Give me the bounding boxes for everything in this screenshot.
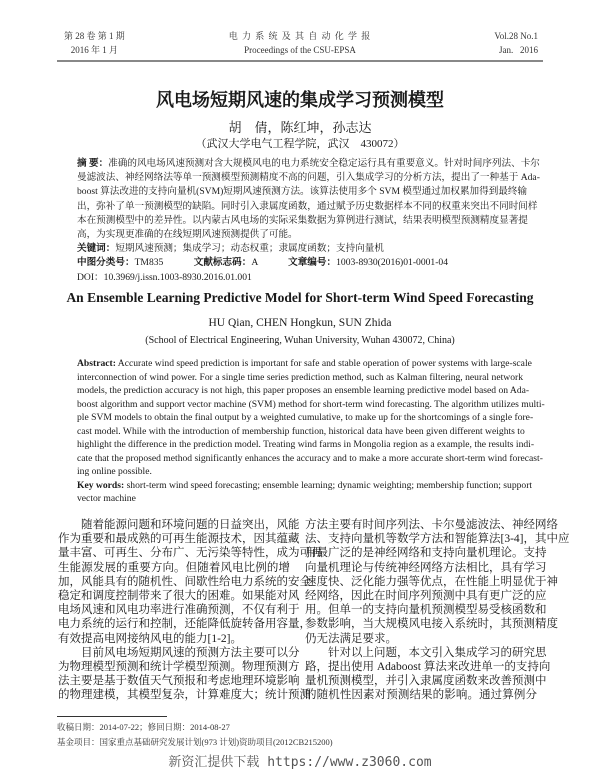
body-line: 经网络，因此在时间序列预测中具有更广泛的应 [305, 590, 547, 603]
body-line: 有效提高电网接纳风电的能力[1-2]。 [58, 632, 242, 645]
classification-row [77, 256, 523, 270]
header-rule [57, 60, 543, 62]
article-no-value: 1003-8930(2016)01-0001-04 [336, 257, 449, 269]
body-line: 方法主要有时间序列法、卡尔曼滤波法、神经网络 [305, 519, 558, 531]
abstract-line: highlight the difference in the prediction model. Treating wind farms in Mongolia region as a example, the results indi- [77, 439, 535, 450]
download-watermark: 新资汇提供下载 https://www.z3060.com [168, 755, 432, 770]
volume-issue-en: Vol.28 No.1 [494, 31, 538, 41]
footnote-rule [57, 716, 167, 717]
keywords-label-en: Key words: [77, 479, 125, 491]
abstract-line: 本在预测模型中的差异性。以内蒙古风电场的实际采集数据为算例进行测试，结果表明模型预测精度显著提 [77, 214, 528, 226]
body-line: 速度快、泛化能力强等优点，在性能上明显优于神 [305, 575, 558, 588]
date-en: Jan. 2016 [499, 45, 538, 55]
body-line: 向量机理论与传统神经网络方法相比，具有学习 [305, 561, 547, 574]
body-line: 量丰富、可再生、分布广、无污染等特性，成为可再 [58, 547, 323, 560]
paper-title-en: An Ensemble Learning Predictive Model for Short-term Wind Speed Forecasting [66, 290, 534, 305]
abstract-line: 准确的风电场风速预测对含大规模风电的电力系统安全稳定运行具有重要意义。针对时间序列法、卡尔 [108, 158, 540, 169]
abstract-line: interconnection of wind power. For a single time series prediction method, such as Kalman filtering, neural network [77, 371, 523, 383]
affiliation-cn: （武汉大学电气工程学院，武汉 430072） [195, 138, 405, 150]
journal-name-en: Proceedings of the CSU-EPSA [244, 45, 356, 55]
fund-project: 基金项目：国家重点基础研究发展计划(973 计划)资助项目(2012CB215200) [57, 737, 333, 747]
body-line: 路，提出使用 Adaboost 算法来改进单一的支持向 [305, 661, 551, 674]
abstract-line: boost algorithm and support vector machine (SVM) method for short-term wind forecasting. The algorithm utilizes multi- [77, 398, 545, 410]
keywords-line: vector machine [77, 493, 136, 504]
body-line: 目前风电场短期风速的预测方法主要可以分 [81, 646, 300, 659]
abstract-line: 出，弥补了单一预测模型的缺陷。同时引入隶属度函数，通过赋予历史数据样本不同的权重来突出不同时间样 [77, 200, 538, 212]
body-line: 加，风能具有的随机性、间歇性给电力系统的安全 [58, 575, 311, 588]
body-line: 生能源发展的重要方向。但随着风电比例的增 [58, 561, 290, 574]
keywords-cn [77, 242, 523, 256]
journal-name [200, 29, 400, 57]
body-line: 电力系统的运行和控制，还能降低旋转备用容量， [58, 618, 311, 631]
body-line: 参数影响，当大规模风电接入系统时，其预测精度 [305, 618, 558, 631]
issue-info-en [494, 29, 538, 57]
abstract-line: ing online possible. [77, 466, 152, 477]
abstract-line: Accurate wind speed prediction is important for safe and stable operation of power systems with large-scale [117, 358, 532, 369]
body-column-left [58, 518, 323, 703]
article-no-label: 文章编号： [288, 257, 337, 269]
abstract-cn [77, 157, 540, 285]
abstract-line: 曼滤波法、神经网络法等单一预测模型预测精度不高的问题，引入集成学习的分析方法，提出了一种基于 Ada- [77, 172, 540, 184]
journal-name-cn: 电 力 系 统 及 其 自 动 化 学 报 [228, 31, 372, 41]
abstract-en [77, 357, 545, 506]
issue-info [64, 29, 125, 57]
abstract-line: models, the prediction accuracy is not high, this paper proposes an ensemble learning predictive model based on Ada- [77, 385, 530, 396]
body-line: 仍无法满足要求。 [305, 632, 397, 645]
body-line: 法、支持向量机等数学方法和智能算法[3-4]，其中应 [305, 533, 570, 546]
clc-value: TM835 [134, 257, 164, 269]
footnotes [57, 720, 333, 750]
doc-code-label: 文献标志码： [193, 257, 252, 269]
received-dates: 收稿日期：2014-07-22；修回日期：2014-08-27 [57, 722, 230, 732]
authors-cn: 胡 倩，陈红坤，孙志达 [228, 120, 372, 135]
date-cn: 2016 年 1 月 [70, 45, 119, 55]
body-line: 用最广泛的是神经网络和支持向量机理论。支持 [305, 547, 547, 560]
paper-title-cn: 风电场短期风速的集成学习预测模型 [156, 90, 444, 111]
authors-en: HU Qian, CHEN Hongkun, SUN Zhida [208, 317, 392, 329]
body-line: 作为重要和最成熟的可再生能源技术，因其蕴藏 [58, 533, 300, 546]
body-line: 随着能源问题和环境问题的日益突出，风能 [81, 519, 300, 531]
abstract-line: cast model. While with the introduction of membership function, historical data have been given different weights to [77, 425, 525, 437]
clc-label: 中图分类号： [77, 257, 135, 269]
body-column-right [305, 518, 570, 703]
keywords-line: short-term wind speed forecasting; ensemble learning; dynamic weighting; membership function; support [126, 479, 533, 491]
keywords-label-cn: 关键词： [77, 243, 116, 255]
abstract-label-en: Abstract: [77, 358, 116, 369]
body-line: 的物理建模，其模型复杂，计算难度大；统计预测 [58, 689, 311, 702]
abstract-line: cate that the proposed method significantly enhances the accuracy and to make a more accurate short-term wind forecast- [77, 452, 543, 464]
body-line: 为物理模型预测和统计学模型预测。物理预测方 [58, 661, 300, 674]
keywords-value-cn: 短期风速预测；集成学习；动态权重；隶属度函数；支持向量机 [115, 243, 384, 255]
abstract-line: ple SVM models to obtain the final output by a weighted cumulative, to make up for the shortcomings of a single fore- [77, 412, 534, 423]
body-line: 的随机性因素对预测结果的影响。通过算例分 [305, 689, 537, 702]
body-line: 针对以上问题，本文引入集成学习的研究思 [328, 646, 547, 659]
doc-code-value: A [251, 257, 258, 269]
body-line: 量机预测模型，并引入隶属度函数来改善预测中 [305, 675, 547, 688]
volume-issue-cn: 第 28 卷 第 1 期 [64, 31, 125, 41]
affiliation-en: (School of Electrical Engineering, Wuhan University, Wuhan 430072, China) [145, 335, 455, 346]
body-line: 用。但单一的支持向量机预测模型易受核函数和 [305, 604, 547, 617]
body-line: 电场风速和风电功率进行准确预测，不仅有利于 [58, 604, 300, 617]
abstract-line: boost 算法改进的支持向量机(SVM)短期风速预测方法。该算法使用多个 SVM 模型通过加权累加得到最终输 [77, 186, 528, 198]
abstract-line: 高，为实现更准确的在线短期风速预测提供了可能。 [77, 229, 298, 241]
doi: DOI：10.3969/j.issn.1003-8930.2016.01.001 [77, 271, 252, 283]
abstract-label-cn: 摘 要： [77, 158, 109, 169]
body-line: 法主要是基于数值天气预报和考虑地理环境影响 [58, 675, 300, 688]
body-line: 稳定和调度控制带来了很大的困难。如果能对风 [58, 590, 300, 603]
